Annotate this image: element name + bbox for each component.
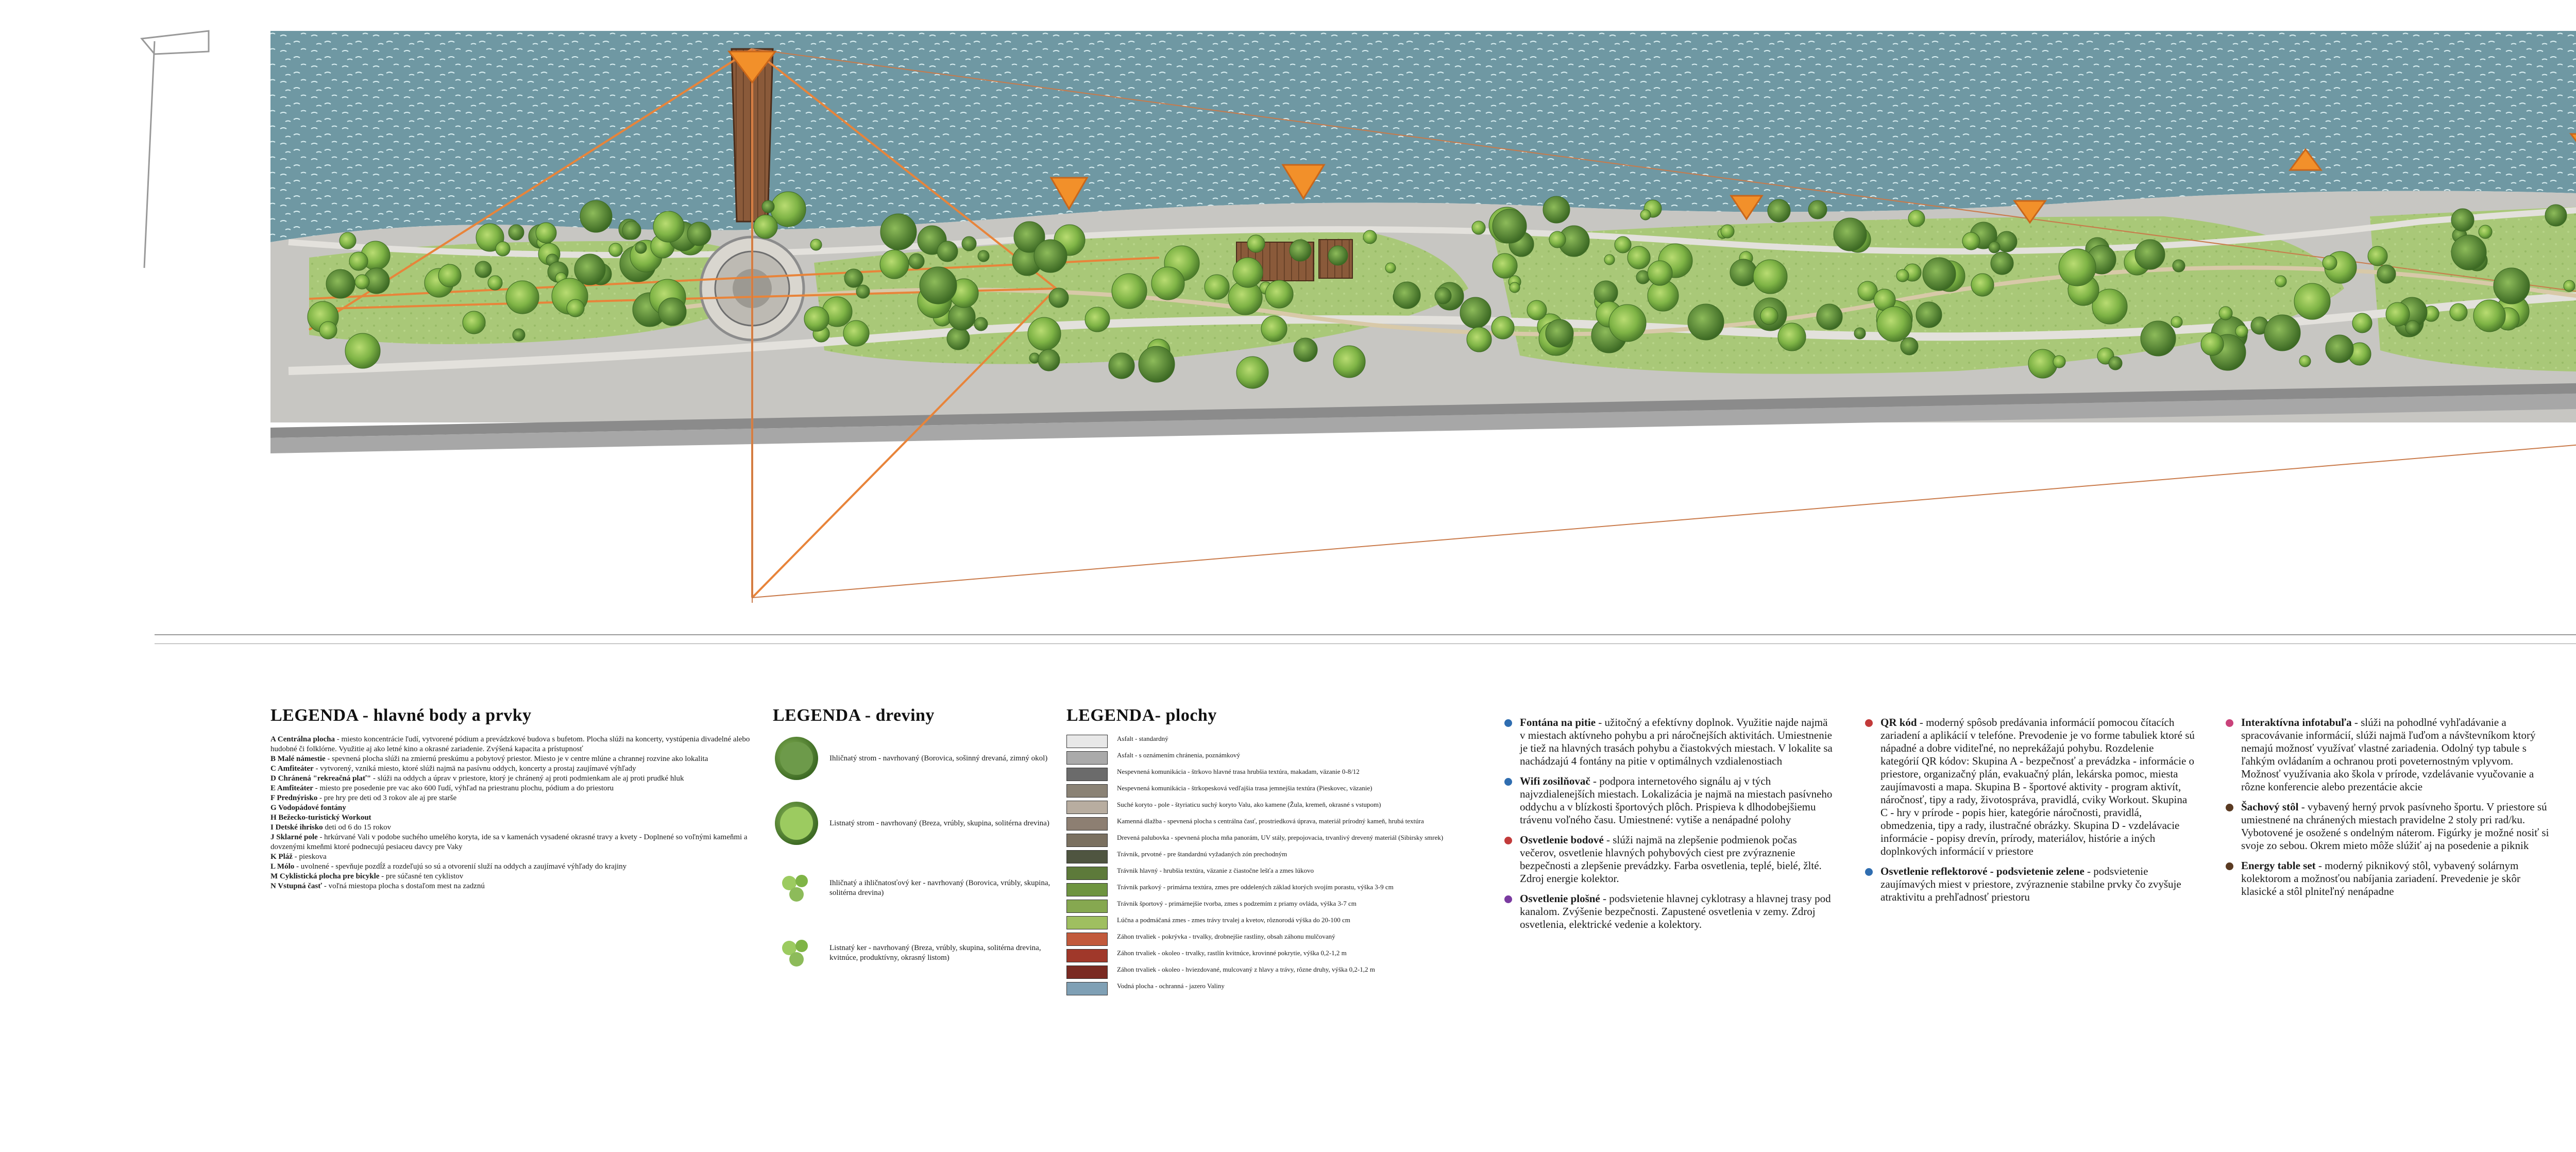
main-point-text: - vytvorený, vzniká miesto, ktoré slúži najmä na pasívnu oddych, koncerty a prostaj zaujímavé výhľady <box>313 765 636 773</box>
tree-canopy <box>609 243 622 257</box>
tree-canopy <box>2299 355 2311 367</box>
tree-canopy <box>1265 280 1293 308</box>
surface-legend-item <box>1066 817 1489 831</box>
tree-canopy <box>1688 304 1724 340</box>
amenity-dot-icon <box>1865 719 1873 727</box>
amenity-item <box>1504 775 1834 826</box>
tree-canopy <box>622 221 641 240</box>
tree-canopy <box>2479 225 2492 239</box>
main-point-term: I Detské ihrisko <box>270 823 323 832</box>
main-point-item <box>270 813 760 823</box>
tree-canopy <box>1236 357 1268 388</box>
tree-canopy <box>1604 255 1615 265</box>
conifer-tree-icon <box>773 735 820 782</box>
amenity-term: Osvetlenie bodové <box>1520 834 1604 846</box>
conifer-shrub-icon <box>773 865 820 912</box>
surface-swatch <box>1066 784 1108 798</box>
amenity-item <box>1504 892 1834 931</box>
tree-canopy <box>1768 199 1790 222</box>
main-point-item <box>270 872 760 882</box>
tree-canopy <box>1085 307 1110 332</box>
tree-canopy <box>2545 205 2567 226</box>
tree-canopy <box>475 261 492 278</box>
surface-legend-item <box>1066 751 1489 765</box>
tree-canopy <box>1808 200 1827 219</box>
surface-swatch <box>1066 916 1108 929</box>
trees-legend <box>773 706 1051 994</box>
surface-swatch <box>1066 867 1108 880</box>
tree-canopy <box>2235 325 2248 337</box>
amenity-dot-icon <box>1504 778 1512 786</box>
surface-swatch <box>1066 982 1108 995</box>
main-point-item <box>270 823 760 833</box>
main-point-term: C Amfiteáter <box>270 765 314 773</box>
surface-legend-text: Asfalt - s oznámením chránenia, poznámkový <box>1117 751 1240 759</box>
tree-canopy <box>1492 316 1514 339</box>
main-point-item <box>270 774 760 784</box>
tree-canopy <box>2059 249 2096 286</box>
surface-swatch <box>1066 817 1108 831</box>
tree-canopy <box>658 298 686 326</box>
tree-canopy <box>1549 231 1566 248</box>
tree-canopy <box>349 252 368 270</box>
tree-canopy <box>2053 355 2065 368</box>
surface-swatch <box>1066 949 1108 962</box>
tree-canopy <box>2275 276 2286 287</box>
tree-canopy <box>574 254 605 285</box>
amenity-term: Osvetlenie reflektorové - podsvietenie zelene <box>1880 865 2084 877</box>
tree-legend-item <box>773 735 1051 782</box>
amenity-text: - podsvietenie hlavnej cyklotrasy a hlavnej trasy pod kanalom. Zvýšenie bezpečnosti. Zapustené osvetlenia v zemy. Zdroj osvetlenia, elektrické vedenie a kolektory. <box>1520 892 1831 930</box>
amenities-column-1 <box>1504 716 1834 938</box>
amenity-dot-icon <box>2226 862 2233 870</box>
tree-canopy <box>1294 338 1317 362</box>
main-point-term: H Bežecko-turistický Workout <box>270 814 371 822</box>
amenities-column-2 <box>1865 716 2195 911</box>
surface-swatch <box>1066 768 1108 781</box>
tree-canopy <box>2451 209 2474 231</box>
tree-canopy <box>1333 346 1365 378</box>
amenity-dot-icon <box>2226 719 2233 727</box>
amenity-text: - slúži na pohodlné vyhľadávanie a spracovávanie informácií, slúži najmä ľuďom a návštevníkom ktorý nemajú možnosť využívať vlastné zariadenia. Odolný typ tabule s ľahkým ovládaním a ochranou proti poveternostným vplyvom. Možnosť využívania ako škola v prírode, vzdelávanie vyučovanie a rôzne konferencie alebo prezentácie akcie <box>2241 716 2536 793</box>
tree-canopy <box>2294 283 2330 319</box>
surface-legend-item <box>1066 900 1489 913</box>
tree-canopy <box>2386 302 2410 326</box>
surface-legend-item <box>1066 834 1489 847</box>
tree-canopy <box>1510 282 1520 293</box>
tree-canopy <box>1290 240 1311 261</box>
tree-canopy <box>687 222 711 246</box>
tree-canopy <box>880 250 909 279</box>
tree-canopy <box>536 223 556 243</box>
tree-canopy <box>1049 288 1069 308</box>
tree-canopy <box>2201 333 2224 355</box>
main-point-item <box>270 852 760 862</box>
tree-canopy <box>506 281 539 314</box>
tree-canopy <box>978 250 989 262</box>
tree-canopy <box>2352 313 2372 333</box>
surface-swatch <box>1066 900 1108 913</box>
tree-canopy <box>1233 258 1263 287</box>
tree-canopy <box>909 253 924 269</box>
amenity-dot-icon <box>1504 837 1512 844</box>
tree-canopy <box>438 264 461 287</box>
surface-legend-item <box>1066 883 1489 896</box>
tree-canopy <box>947 327 970 350</box>
tree-legend-item <box>773 865 1051 912</box>
main-point-text: - pre hry pre deti od 3 rokov ale aj pre starše <box>317 794 457 802</box>
tree-canopy <box>1261 316 1287 342</box>
surface-legend-text: Trávnik športový - primárnejšie tvorba, zmes s podzemím z priamy ovláda, výška 3-7 cm <box>1117 900 1357 907</box>
tree-canopy <box>1139 346 1175 382</box>
tree-canopy <box>2264 315 2300 351</box>
tree-canopy <box>1730 259 1757 286</box>
main-point-term: A Centrálna plocha <box>270 735 335 743</box>
tree-canopy <box>2405 320 2420 335</box>
surface-swatch <box>1066 883 1108 896</box>
tree-canopy <box>2323 256 2337 270</box>
main-point-term: G Vodopádové fontány <box>270 804 346 812</box>
tree-canopy <box>2326 335 2353 363</box>
tree-canopy <box>463 311 485 334</box>
amenity-text: - vybavený herný prvok pasívneho športu. V priestore sú umiestnené na chránených miestach pravidelne 2 stoly pri rad/ku. Vybotovené je osožené s ondelným náterom. Figúrky je možné nosiť si svoje zo sebou. Okrem mieto môže slúžiť aj na posedenie a piknik <box>2241 801 2549 852</box>
surface-swatch <box>1066 933 1108 946</box>
main-point-text: - miesto koncentrácie ľudí, vytvorené pódium a prevádzkové budova s bufetom. Plocha slúži na koncerty, vystúpenia divadelné alebo hudobné či folklórne. Využitie aj ako letné kino a okrasné zariadenie. Zvýšená kapacita a prístupnosť <box>270 735 750 753</box>
tree-canopy <box>974 317 988 331</box>
surface-legend-text: Asfalt - standardný <box>1117 735 1168 742</box>
tree-canopy <box>1615 236 1631 253</box>
tree-canopy <box>1543 196 1570 223</box>
tree-canopy <box>513 329 525 341</box>
tree-canopy <box>2451 235 2486 270</box>
tree-canopy <box>1247 235 1265 252</box>
tree-canopy <box>1527 300 1547 320</box>
tree-canopy <box>1328 246 1348 265</box>
tree-canopy <box>1546 319 1573 347</box>
surface-legend-item <box>1066 933 1489 946</box>
amenity-term: Šachový stôl <box>2241 801 2299 813</box>
tree-canopy <box>496 242 510 256</box>
main-point-text: - pieskova <box>292 853 327 861</box>
tree-canopy <box>1971 274 1994 296</box>
amenity-dot-icon <box>2226 804 2233 811</box>
amenity-term: QR kód <box>1880 716 1917 729</box>
main-point-term: K Pláž <box>270 853 293 861</box>
surface-legend-text: Záhon trvaliek - pokrývka - trvalky, drobnejšie rastliny, obsah záhonu mulčovaný <box>1117 933 1335 940</box>
surface-legend-text: Nespevnená komunikácia - štrkopesková vedľajšia trasa jemnejšia textúra (Pieskovec, väzanie) <box>1117 784 1372 792</box>
tree-canopy <box>1394 282 1420 309</box>
main-point-item <box>270 862 760 872</box>
amenity-dot-icon <box>1865 868 1873 876</box>
amenity-item <box>2226 801 2555 852</box>
tree-canopy <box>762 200 774 213</box>
tree-canopy <box>1109 353 1134 379</box>
tree-canopy <box>1435 287 1451 304</box>
tree-canopy <box>1628 246 1650 269</box>
main-point-text: - slúži na oddych a úprav v priestore, ktorý je chránený aj proti podmienkam ale aj proti prudké hluk <box>371 774 684 783</box>
surface-swatch <box>1066 801 1108 814</box>
tree-canopy <box>2564 280 2575 292</box>
main-point-item <box>270 882 760 891</box>
surface-legend-text: Trávnik hlavný - hrubšia textúra, väzanie z čiastočne lešťa a zmes lúkovo <box>1117 867 1314 874</box>
tree-canopy <box>2368 246 2387 266</box>
surface-legend-text: Nespevnená komunikácia - štrkovo hlavné trasa hrubšia textúra, makadam, väzanie 0-8/12 <box>1117 768 1360 775</box>
amenity-text: - moderný spôsob predávania informácií pomocou čítacích zariadení a aplikácií v telefóne. Prevodenie je vo forme tabuliek ktoré sú nápadné a dobre viditeľné, no neprekážajú pohybu. Rozdelenie kategórií QR kódov: Skupina A - bezpečnosť a prevádzka - informácie o priestore, organizačný plán, evakuačný plán, lekárska pomoc, miesta zaujímavosti a mapa. Skupina B - športové aktivity - program aktivít, náročnosť, tipy a rady, životospráva, pravidlá, cviky Workout. Skupina C - hry v prírode - popis hier, kategórie náročnosti, pravidlá, obmedzenia, tipy a rady, ilustračné obrázky. Skupina D - vzdelávacie informácie - popisy drevín, prírody, materiálov, histórie a iných doplnkových informácií v priestore <box>1880 716 2195 857</box>
main-point-text: - pre súčasné ten cyklistov <box>379 872 464 880</box>
tree-canopy <box>1896 269 1909 282</box>
tree-canopy <box>2494 268 2530 304</box>
amenity-dot-icon <box>1504 895 1512 903</box>
main-point-text: - miesto pre posedenie pre vac ako 600 ľudí, výhľad na priestranu plochu, pódium a do priestoru <box>313 784 614 792</box>
surface-legend-text: Suché koryto - pole - štyriaticu suchý koryto Valu, ako kamene (Žula, kremeň, okrasné s vstupom) <box>1117 801 1381 808</box>
amenity-text: - užitočný a efektívny doplnok. Využitie najde najmä v miestach aktívneho pohybu a pri náročnejších aktivitách. Umiestnenie je tiež na hlavných trasách pohybu a čiastokvých miestach. V lokalite sa nachádzajú 4 fontány na pitie v optimálnych vzdialenostiach <box>1520 716 1833 767</box>
road-edge-left <box>142 31 209 54</box>
amenity-term: Fontána na pitie <box>1520 716 1596 729</box>
amenity-item <box>2226 716 2555 793</box>
surface-legend-item <box>1066 965 1489 979</box>
surfaces-legend-title: LEGENDA- plochy <box>1066 706 1217 725</box>
amenity-text: - slúži najmä na zlepšenie podmienok počas večerov, osvetlenie hlavných pohybových ciest pre zvýraznenie bezpečnosti a zlepšenie prevádzky. Farba osvetlenia, teplé, bielé, žlté. Zdroj energie kolektor. <box>1520 834 1822 885</box>
surface-legend-text: Trávnik parkový - primárna textúra, zmes pre oddelených základ ktorých svojím porastu, výška 3-9 cm <box>1117 883 1394 891</box>
tree-canopy <box>937 241 958 262</box>
main-point-item <box>270 793 760 803</box>
surface-swatch <box>1066 850 1108 863</box>
main-point-term: E Amfiteáter <box>270 784 313 792</box>
tree-canopy <box>2171 316 2182 328</box>
tree-canopy <box>804 307 829 331</box>
tree-canopy <box>340 232 356 249</box>
tree-canopy <box>1923 258 1956 291</box>
tree-canopy <box>1648 261 1672 285</box>
tree-canopy <box>2028 349 2057 378</box>
main-points-legend-title: LEGENDA - hlavné body a prvky <box>270 706 532 725</box>
tree-canopy <box>1472 221 1485 234</box>
main-point-term: F Prednýrisko <box>270 794 318 802</box>
main-point-item <box>270 803 760 813</box>
surface-legend-text: Záhon trvaliek - okoleo - hviezdované, mulcovaný z hlavy a trávy, rôzne druhy, výška 0,2-1,2 m <box>1117 965 1375 973</box>
surface-legend-item <box>1066 982 1489 995</box>
tree-canopy <box>1991 252 2013 275</box>
amenity-item <box>2226 859 2555 898</box>
main-point-text: - voľná miestopa plocha s dostaľom mest na zadznú <box>322 882 485 890</box>
main-point-item <box>270 833 760 852</box>
surface-legend-text: Vodná plocha - ochranná - jazero Valiny <box>1117 982 1225 990</box>
tree-canopy <box>843 320 869 346</box>
amenity-text: - moderný piknikový stôl, vybavený solárnym kolektorom a možnosťou nabíjania zariadení. Prevedenie je skôr klasické a stôl plniteľný nenápadne <box>2241 859 2520 897</box>
amenity-dot-icon <box>1504 719 1512 727</box>
main-point-text: - uvolnené - spevňuje pozdĺž a rozdeľujú so sú a otvorenií služí na oddych a zaujímavé výhľady do krajiny <box>294 862 627 871</box>
tree-legend-text: Listnatý ker - navrhovaný (Breza, vrúbly, skupina, solitérna drevina, kvitnúce, produktívny, okrasný listom) <box>829 944 1041 962</box>
trees-legend-title: LEGENDA - dreviny <box>773 706 935 725</box>
tree-canopy <box>856 285 870 298</box>
tree-canopy <box>1877 307 1912 342</box>
tree-canopy <box>1467 327 1492 352</box>
road-curb-left <box>144 41 155 268</box>
surface-swatch <box>1066 965 1108 979</box>
main-point-item <box>270 754 760 764</box>
amenity-item <box>1865 865 2195 904</box>
surface-legend-text: Kamenná dlažba - spevnená plocha s centrálna časť, prostriedková úprava, materiál prírodný kameň, hrubá textúra <box>1117 817 1424 825</box>
surfaces-legend <box>1066 706 1489 998</box>
tree-canopy <box>580 200 612 232</box>
surface-legend-item <box>1066 916 1489 929</box>
tree-canopy <box>1760 307 1778 325</box>
tree-canopy <box>2141 321 2176 356</box>
surface-legend-text: Trávnik, prvotné - pre štandardnú vyžadaných zón prechodným <box>1117 850 1287 858</box>
amenity-text: - podpora internetového signálu aj v tých najvzdialenejších miestach. Lokalizácia je najmä na miestach pasívneho oddychu a v blízkosti športových plôch. Prispieva k dlhodobejšiemu trávenu voľného času. Umiestnené: vytiše a nenápadné polohy <box>1520 775 1833 826</box>
tree-canopy <box>1778 323 1806 351</box>
main-point-text: deti od 6 do 15 rokov <box>323 823 392 832</box>
tree-canopy <box>1609 304 1646 342</box>
tree-legend-text: Listnatý strom - navrhovaný (Breza, vrúbly, skupina, solitérna drevina) <box>829 819 1049 827</box>
main-point-item <box>270 735 760 754</box>
main-point-term: N Vstupná časť <box>270 882 323 890</box>
surface-legend-item <box>1066 735 1489 748</box>
tree-canopy <box>1817 304 1842 330</box>
tree-canopy <box>1034 240 1067 273</box>
main-point-term: L Mólo <box>270 862 295 871</box>
tree-canopy <box>488 276 502 290</box>
main-points-legend <box>270 706 760 891</box>
tree-canopy <box>1908 210 1925 227</box>
tree-canopy <box>1594 281 1618 304</box>
amenity-term: Osvetlenie plošné <box>1520 892 1600 905</box>
tree-canopy <box>810 239 822 250</box>
amenity-item <box>1865 716 2195 858</box>
tree-canopy <box>1901 337 1918 355</box>
tree-legend-item <box>773 800 1051 847</box>
tree-canopy <box>326 269 355 298</box>
main-point-item <box>270 764 760 774</box>
tree-canopy <box>1205 275 1229 299</box>
surface-legend-item <box>1066 850 1489 863</box>
tree-canopy <box>1112 274 1147 309</box>
tree-canopy <box>1460 297 1491 328</box>
main-point-term: D Chránená "rekreačná plať" <box>270 774 371 783</box>
tree-canopy <box>1834 218 1867 251</box>
amenity-term: Energy table set <box>2241 859 2316 872</box>
tree-canopy <box>653 211 684 242</box>
tree-canopy <box>509 225 524 240</box>
tree-canopy <box>2450 303 2467 321</box>
main-point-text: - spevnená plocha slúži na zmiernú preskúmu a pobytový priestor. Miesto je v centre mlúne a chrannej rozvine ako lokalita <box>325 755 708 763</box>
main-point-item <box>270 784 760 793</box>
deciduous-tree-icon <box>773 800 820 847</box>
surface-legend-text: Drevená palubovka - spevnená plocha mňa panorám, UV stály, prepojovacia, trvanlivý drevený materiál (Sibirsky smrek) <box>1117 834 1444 841</box>
surface-legend-item <box>1066 801 1489 814</box>
amenity-term: Interaktívna infotabuľa <box>2241 716 2352 729</box>
main-point-term: J Sklarné pole <box>270 833 318 841</box>
tree-canopy <box>1854 328 1866 339</box>
tree-canopy <box>1640 210 1651 220</box>
tree-legend-text: Ihličnatý a ihličnatosťový ker - navrhovaný (Borovica, vrúbly, skupina, solitérna drevina) <box>829 879 1050 897</box>
surface-swatch <box>1066 834 1108 847</box>
tree-canopy <box>1493 253 1517 278</box>
tree-canopy <box>1363 230 1377 244</box>
main-point-term: M Cyklistická plocha pre bicykle <box>270 872 380 880</box>
surface-legend-item <box>1066 867 1489 880</box>
surface-swatch <box>1066 735 1108 748</box>
tree-canopy <box>920 267 957 304</box>
tree-legend-item <box>773 929 1051 977</box>
amenity-item <box>1504 716 1834 768</box>
tree-canopy <box>2219 307 2232 320</box>
tree-canopy <box>567 299 584 317</box>
surface-legend-text: Lúčna a podmáčaná zmes - zmes trávy trvalej a kvetov, rôznorodá výška do 20-100 cm <box>1117 916 1350 924</box>
surface-legend-item <box>1066 784 1489 798</box>
tree-canopy <box>1962 232 1980 250</box>
tree-canopy <box>1989 242 2000 253</box>
tree-canopy <box>355 275 369 289</box>
amenity-term: Wifi zosilňovač <box>1520 775 1590 787</box>
tree-canopy <box>844 269 863 287</box>
amenity-text: - podsvietenie zaujímavých miest v priestore, zvýraznenie stabilne prvky čo zvyšuje atraktivitu a prehľadnosť priestoru <box>1880 865 2181 903</box>
surface-legend-item <box>1066 768 1489 781</box>
tree-canopy <box>1385 263 1396 273</box>
tree-canopy <box>1916 302 1942 328</box>
tree-canopy <box>1493 209 1527 243</box>
tree-canopy <box>2109 357 2122 370</box>
tree-canopy <box>635 242 647 253</box>
tree-canopy <box>1753 260 1787 294</box>
tree-canopy <box>962 236 976 251</box>
tree-canopy <box>1721 225 1734 238</box>
tree-canopy <box>880 214 917 250</box>
tree-canopy <box>2377 265 2396 283</box>
main-point-text: - hrkúrvané Vali v podobe suchého umelého koryta, ide sa v kamenách vysadené okrasné travy a kvety - Doplnené so voľnými kameňmi a dovzenými kmeňmi ktoré podnecujú pesiaceu davcy pre Vaky <box>270 833 748 851</box>
surface-legend-text: Záhon trvaliek - okoleo - trvalky, rastlín kvitnúce, krovinné pokrytie, výška 0,2-1,2 m <box>1117 949 1347 957</box>
tree-canopy <box>1151 267 1184 300</box>
amenity-item <box>1504 834 1834 885</box>
main-point-term: B Malé námestie <box>270 755 326 763</box>
tree-canopy <box>2173 260 2185 272</box>
amenities-column-3 <box>2226 716 2555 905</box>
surface-legend-item <box>1066 949 1489 962</box>
tree-canopy <box>1028 317 1061 350</box>
tree-canopy <box>345 333 380 368</box>
tree-canopy <box>754 215 777 239</box>
tree-canopy <box>1038 349 1060 371</box>
tree-canopy <box>2135 240 2165 269</box>
surface-swatch <box>1066 751 1108 765</box>
tree-legend-text: Ihličnatý strom - navrhovaný (Borovica, sošinný drevaná, zimný okol) <box>829 754 1048 763</box>
deciduous-shrub-icon <box>773 929 820 977</box>
tree-canopy <box>319 321 337 339</box>
tree-canopy <box>2473 300 2505 332</box>
